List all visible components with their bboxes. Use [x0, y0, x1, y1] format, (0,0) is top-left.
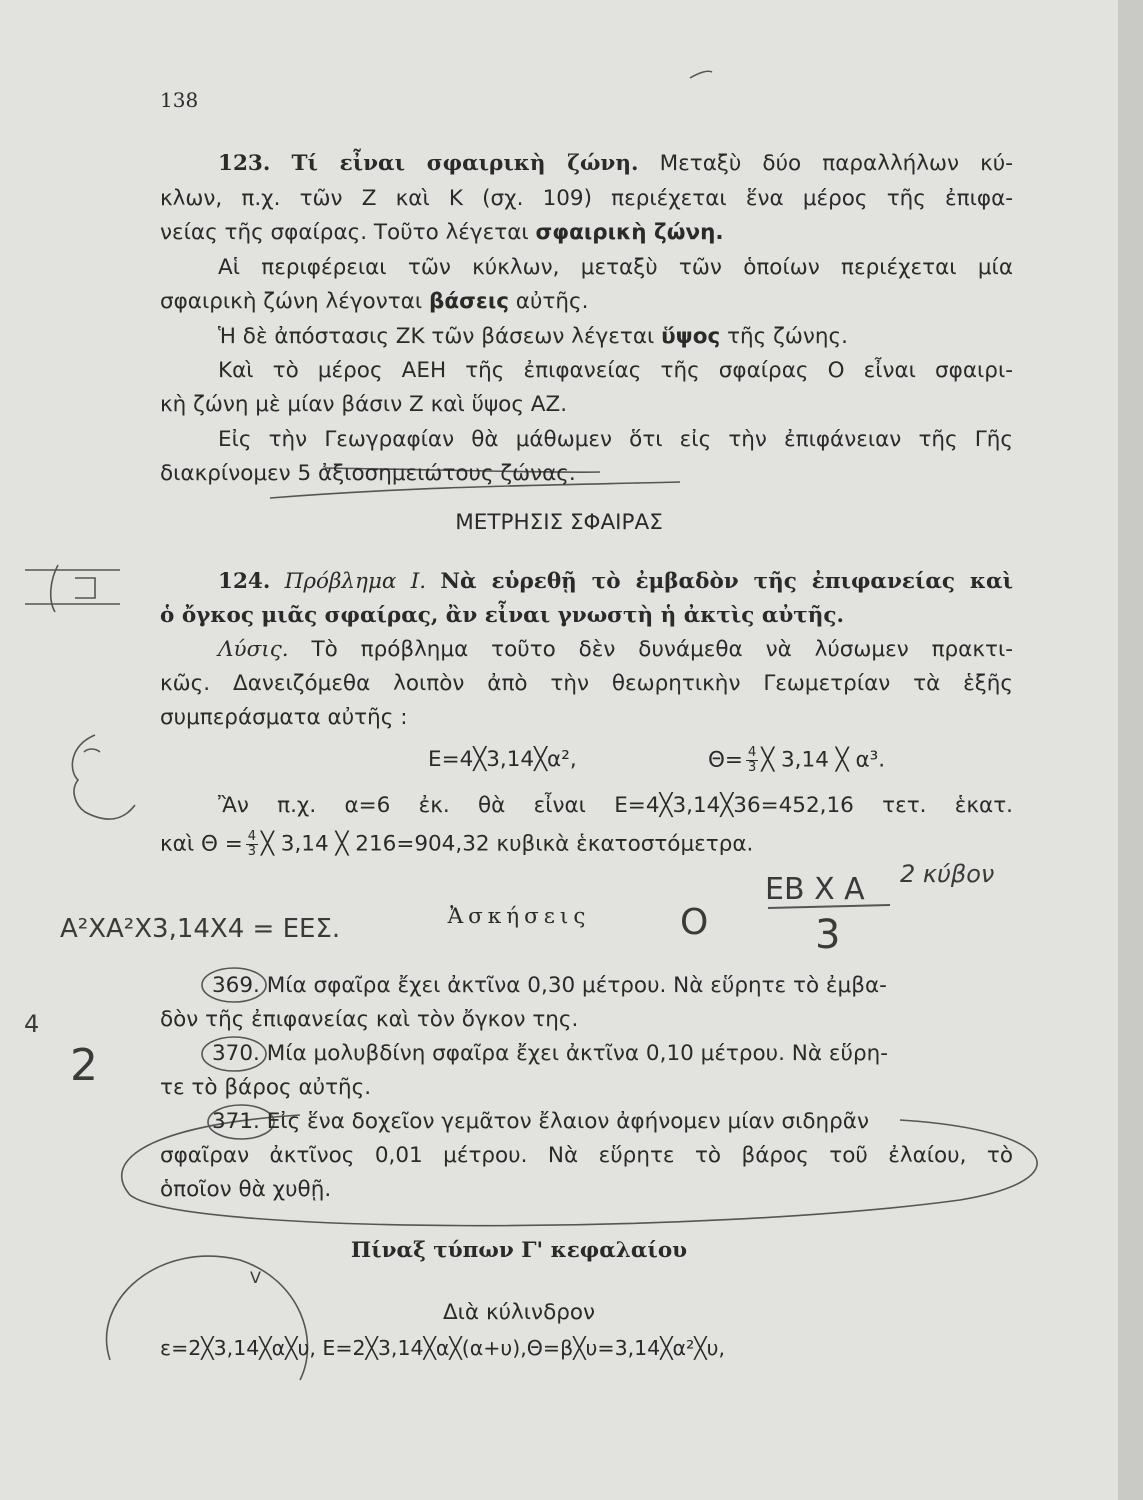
- heading-exercises: Ἀσκήσεις: [447, 904, 591, 929]
- handwritten-fraction-note: 2 κύβον: [900, 860, 995, 888]
- term-bases: βάσεις: [428, 289, 509, 314]
- heading-formula-table: Πίναξ τύπων Γ' κεφαλαίου: [350, 1238, 688, 1263]
- sec124-line-1: 124. Πρόβλημα Ι. Νὰ εὑρεθῇ τὸ ἐμβαδὸν τῆς ἐπιφανείας καὶ: [218, 569, 1013, 594]
- exercise-371-number: 371.: [212, 1109, 260, 1134]
- handwritten-fraction-bottom: 3: [815, 912, 841, 958]
- page-number: 138: [160, 88, 199, 112]
- sec124-number: 124.: [218, 569, 271, 594]
- margin-box-drawing: [25, 565, 120, 612]
- sec123-number: 123.: [218, 151, 271, 176]
- sec123-line-10: διακρίνομεν 5 ἀξιοσημειώτους ζώνας.: [160, 461, 576, 486]
- sec123-line-5: σφαιρικὴ ζώνη λέγονται βάσεις αὐτῆς.: [160, 289, 589, 314]
- sec124-label: Πρόβλημα Ι.: [284, 569, 427, 594]
- sec123-line-2: κλων, π.χ. τῶν Ζ καὶ Κ (σχ. 109) περιέχεται ἕνα μέρος τῆς ἐπιφα-: [160, 186, 1013, 211]
- exercise-369-number: 369.: [212, 973, 260, 998]
- handwritten-margin-formula: A²XA²X3,14X4 = EEΣ.: [60, 914, 341, 944]
- sec123-line-7: Καὶ τὸ μέρος ΑΕΗ τῆς ἐπιφανείας τῆς σφαίρας Ο εἶναι σφαιρι-: [218, 358, 1013, 383]
- sec123-line-1-rest: Μεταξὺ δύο παραλλήλων κύ-: [659, 151, 1014, 176]
- term-height: ὕψος: [661, 324, 721, 349]
- fraction-4-3: $\frac{4}{3}$: [747, 745, 757, 775]
- face-doodle: [72, 735, 135, 819]
- sec123-line-6: Ἡ δὲ ἀπόστασις ΖΚ τῶν βάσεων λέγεται ὕψος τῆς ζώνης.: [218, 324, 848, 349]
- handwritten-margin-2: 2: [70, 1040, 98, 1091]
- sec124-line-4: κῶς. Δανειζόμεθα λοιπὸν ἀπὸ τὴν θεωρητικὴν Γεωμετρίαν τὰ ἑξῆς: [160, 671, 1013, 696]
- sec123-line-9: Εἰς τὴν Γεωγραφίαν θὰ μάθωμεν ὅτι εἰς τὴν ἐπιφάνειαν τῆς Γῆς: [218, 427, 1013, 452]
- sec124-line-3: Λύσις. Τὸ πρόβλημα τοῦτο δὲν δυνάμεθα νὰ λύσωμεν πρακτι-: [218, 637, 1013, 662]
- exercise-371-line-1: 371. Εἰς ἕνα δοχεῖον γεμᾶτον ἔλαιον ἀφήνομεν μίαν σιδηρᾶν: [212, 1109, 869, 1134]
- formula-cylinder: ε=2╳3,14╳α╳υ, Ε=2╳3,14╳α╳(α+υ),Θ=β╳υ=3,14╳α²╳υ,: [160, 1336, 726, 1360]
- sec123-line-3: νείας τῆς σφαίρας. Τοῦτο λέγεται σφαιρικὴ ζώνη.: [160, 220, 724, 245]
- sec124-line-2: ὁ ὄγκος μιᾶς σφαίρας, ἂν εἶναι γνωστὴ ἡ ἀκτὶς αὐτῆς.: [160, 603, 844, 628]
- exercise-370-number: 370.: [212, 1041, 260, 1066]
- sec123-title: Τί εἶναι σφαιρικὴ ζώνη.: [291, 151, 639, 176]
- handwritten-o: O: [680, 902, 709, 943]
- top-tick: [690, 71, 712, 78]
- sec124-example-line-1: Ἂν π.χ. α=6 ἐκ. θὰ εἶναι Ε=4╳3,14╳36=452,16 τετ. ἑκατ.: [218, 793, 1013, 818]
- exercise-369-line-1: 369. Μία σφαῖρα ἔχει ἀκτῖνα 0,30 μέτρου. Νὰ εὕρητε τὸ ἐμβα-: [212, 973, 887, 998]
- handwritten-margin-4: 4: [24, 1010, 40, 1038]
- sec123-line-1: [218, 150, 1013, 178]
- handwritten-v: V: [250, 1268, 261, 1287]
- sec123-line-8: κὴ ζώνη μὲ μίαν βάσιν Ζ καὶ ὕψος ΑΖ.: [160, 392, 568, 417]
- handwritten-fraction-top: EB X A: [765, 872, 865, 907]
- subheading-cylinder: Διὰ κύλινδρον: [442, 1300, 596, 1325]
- sec124-example-line-2: καὶ Θ = $\frac{4}{3}$ ╳ 3,14 ╳ 216=904,32 κυβικὰ ἑκατοστόμετρα.: [160, 829, 754, 859]
- solution-label: Λύσις.: [218, 637, 289, 662]
- exercise-369-line-2: δὸν τῆς ἐπιφανείας καὶ τὸν ὄγκον της.: [160, 1007, 579, 1032]
- exercise-371-line-3: ὁποῖον θὰ χυθῇ.: [160, 1177, 332, 1202]
- fraction-4-3-example: $\frac{4}{3}$: [247, 829, 257, 859]
- sec123-line-4: Αἱ περιφέρειαι τῶν κύκλων, μεταξὺ τῶν ὁποίων περιέχεται μία: [218, 255, 1013, 280]
- sec124-line-5: συμπεράσματα αὐτῆς :: [160, 705, 408, 730]
- exercise-371-line-2: σφαῖραν ἀκτῖνος 0,01 μέτρου. Νὰ εὕρητε τὸ βάρος τοῦ ἐλαίου, τὸ: [160, 1143, 1013, 1168]
- term-spherical-zone: σφαιρικὴ ζώνη.: [535, 220, 724, 245]
- exercise-370-line-1: 370. Μία μολυβδίνη σφαῖρα ἔχει ἀκτῖνα 0,10 μέτρου. Νὰ εὕρη-: [212, 1041, 888, 1066]
- exercise-370-line-2: τε τὸ βάρος αὐτῆς.: [160, 1075, 372, 1100]
- heading-sphere-measurement: ΜΕΤΡΗΣΙΣ ΣΦΑΙΡΑΣ: [455, 510, 663, 535]
- formula-surface-area: Ε=4╳3,14╳α²,: [428, 747, 577, 772]
- formula-volume: Θ= $\frac{4}{3}$ ╳ 3,14 ╳ α³.: [708, 745, 886, 775]
